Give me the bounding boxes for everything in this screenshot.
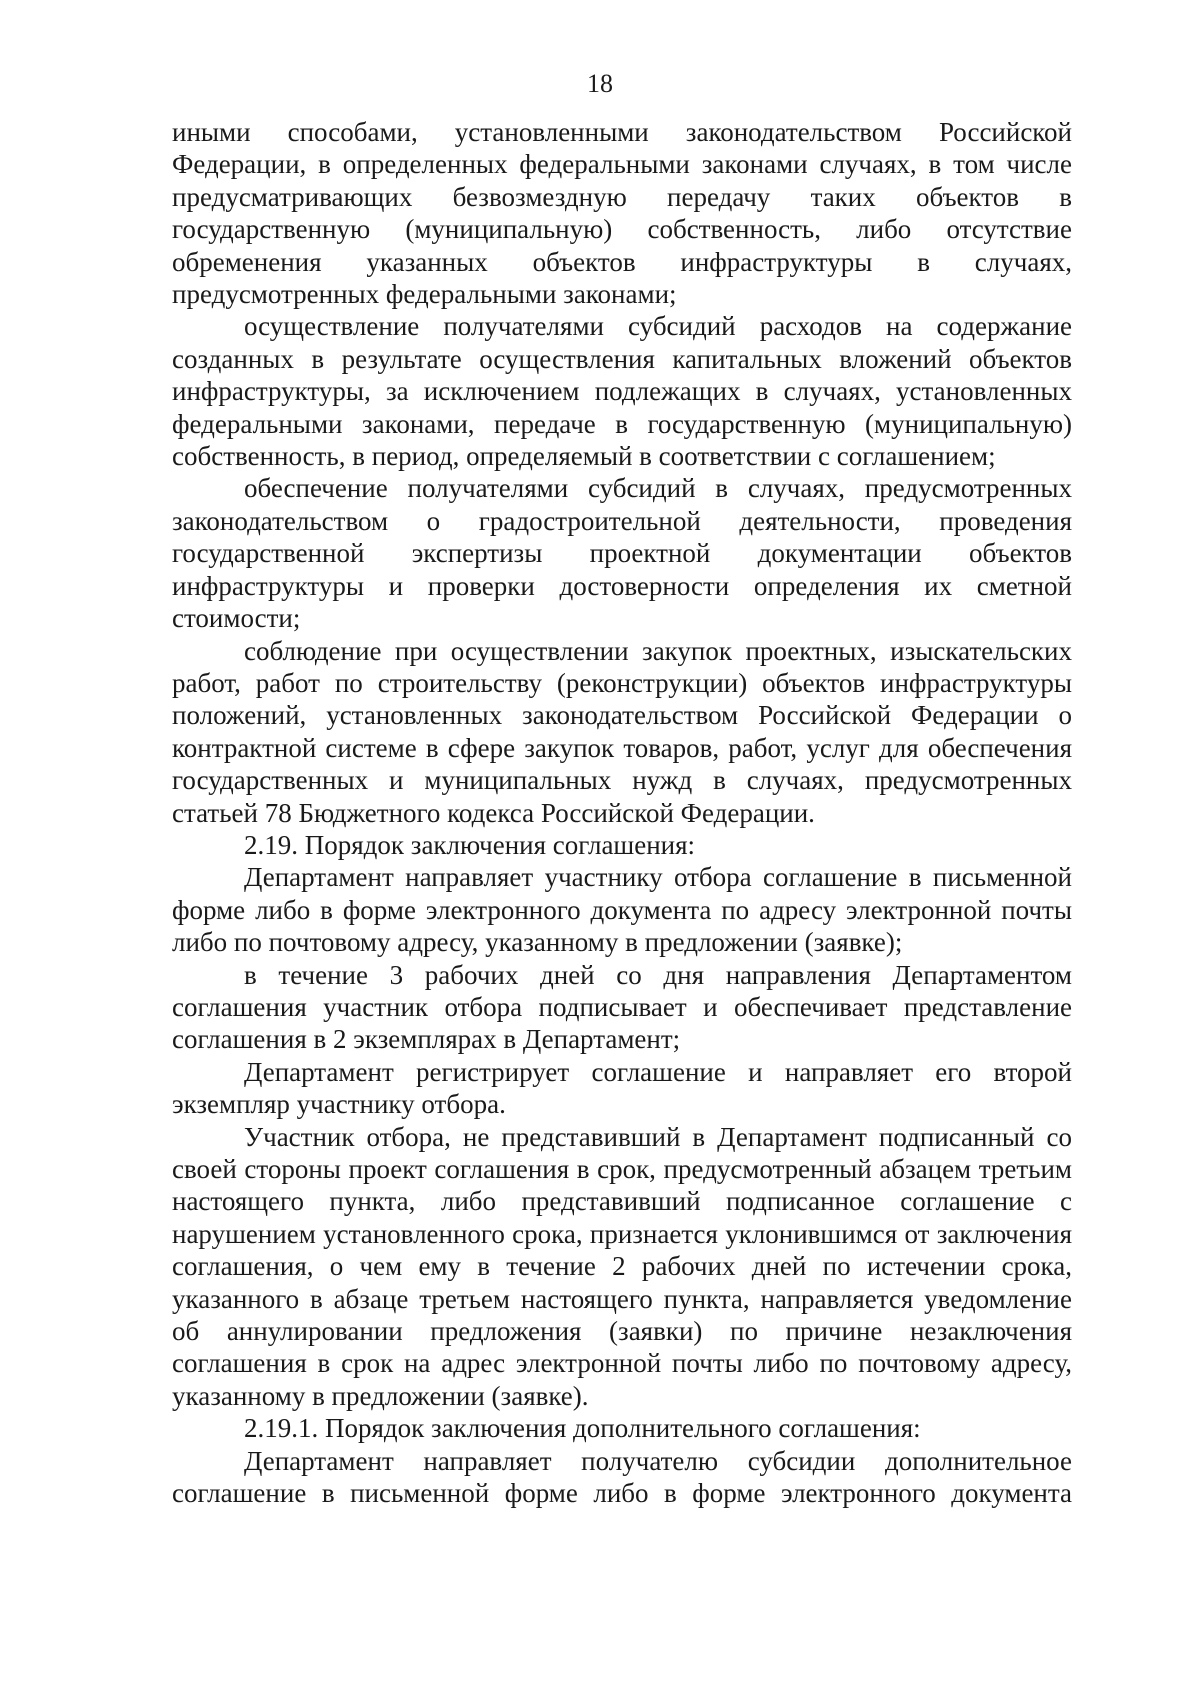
paragraph-3: обеспечение получателями субсидий в случаях, предусмотренных законодательством о градостроительной деятельности, проведения государственной экспертизы проектной документации объектов инфраструктуры и проверки достоверности определения их сметной стоимости; — [172, 473, 1072, 634]
section-heading-2-19-1: 2.19.1. Порядок заключения дополнительного соглашения: — [244, 1413, 921, 1444]
section-heading-2-19: 2.19. Порядок заключения соглашения: — [244, 829, 696, 860]
paragraph-7: в течение 3 рабочих дней со дня направления Департаментом соглашения участник отбора подписывает и обеспечивает представление соглашения в 2 экземплярах в Департамент; — [172, 959, 1072, 1055]
paragraph-6: Департамент направляет участнику отбора соглашение в письменной форме либо в форме электронного документа по адресу электронной почты либо по почтовому адресу, указанному в предложении (заявке); — [172, 862, 1072, 958]
paragraph-2: осуществление получателями субсидий расходов на содержание созданных в результате осуществления капитальных вложений объектов инфраструктуры, за исключением подлежащих в случаях, установленных федеральными законами, передаче в государственную (муниципальную) собственность, в период, определяемый в соответствии с соглашением; — [172, 311, 1072, 472]
paragraph-4: соблюдение при осуществлении закупок проектных, изыскательских работ, работ по строительству (реконструкции) объектов инфраструктуры положений, установленных законодательством Российской Федерации о контрактной системе в сфере закупок товаров, работ, услуг для обеспечения государственных и муниципальных нужд в случаях, предусмотренных статьей 78 Бюджетного кодекса Российской Федерации. — [172, 635, 1072, 828]
paragraph-11: Департамент направляет получателю субсидии дополнительное соглашение в письменной форме либо в форме электронного документа — [172, 1445, 1072, 1509]
paragraph-9: Участник отбора, не представивший в Департамент подписанный со своей стороны проект соглашения в срок, предусмотренный абзацем третьим настоящего пункта, либо представивший подписанное соглашение с нарушением установленного срока, признается уклонившимся от заключения соглашения, о чем ему в течение 2 рабочих дней по истечении срока, указанного в абзаце третьем настоящего пункта, направляется уведомление об аннулировании предложения (заявки) по причине незаключения соглашения в срок на адрес электронной почты либо по почтовому адресу, указанному в предложении (заявке). — [172, 1121, 1072, 1411]
document-body — [172, 116, 1072, 1509]
paragraph-1: иными способами, установленными законодательством Российской Федерации, в определенных федеральными законами случаях, в том числе предусматривающих безвозмездную передачу таких объектов в государственную (муниципальную) собственность, либо отсутствие обременения указанных объектов инфраструктуры в случаях, предусмотренных федеральными законами; — [172, 117, 1072, 310]
paragraph-8: Департамент регистрирует соглашение и направляет его второй экземпляр участнику отбора. — [172, 1056, 1072, 1120]
page-number: 18 — [587, 69, 613, 98]
